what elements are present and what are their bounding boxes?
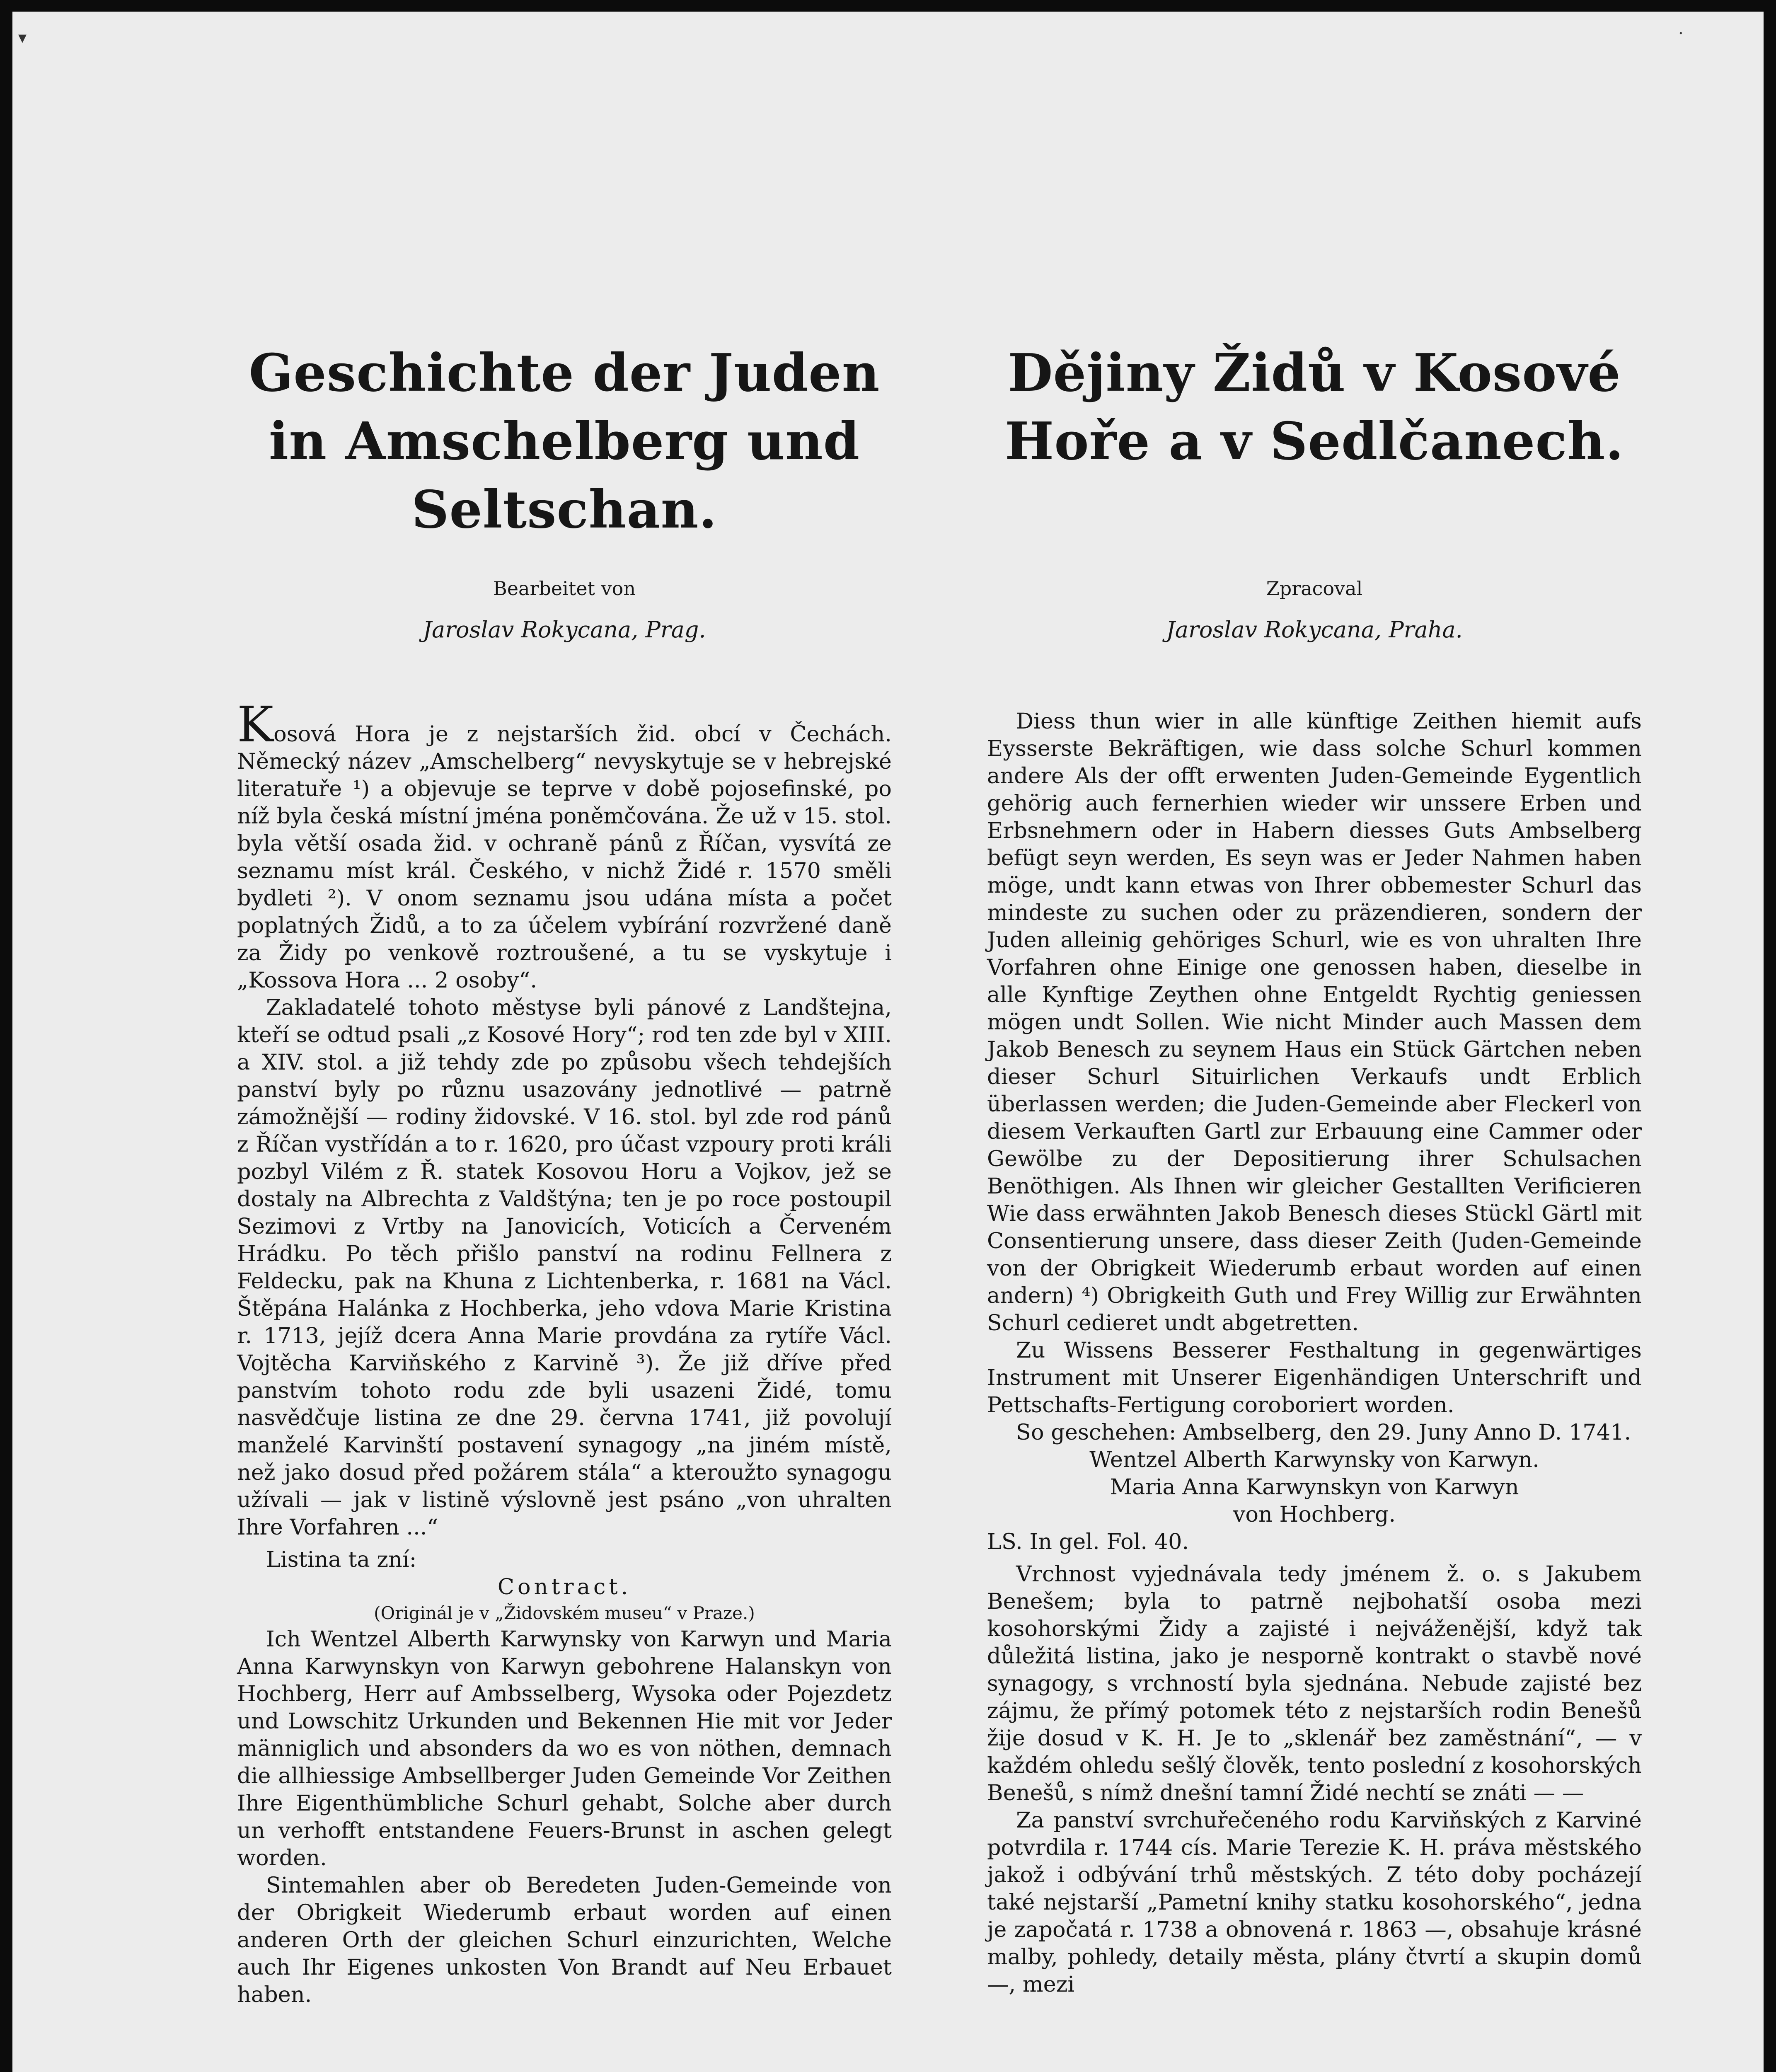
- document-page: [12, 12, 1764, 2072]
- right-paragraph: Za panství svrchuřečeného rodu Karviňských z Karviné potvrdila r. 1744 cís. Marie Terezie K. H. práva městského jakož i odbývání trhů městských. Z této doby pocházejí také nejstarší „Pametní knihy statku kosohorského“, jedna je započatá r. 1738 a obnovená r. 1863 —, obsahuje krásné malby, pohledy, detaily města, plány čtvrtí a skupin domů —, mezi: [987, 1808, 1642, 1997]
- right-author: Jaroslav Rokycana, Praha.: [1166, 617, 1463, 643]
- right-paragraph: Diess thun wier in alle künftige Zeithen hiemit aufs Eysserste Bekräftigen, wie dass solche Schurl kommen andere Als der offt erwenten Juden-Gemeinde Eygentlich gehörig auch fernerhien wieder wir unssere Erben und Erbsnehmern oder in Habern diesses Guts Ambselberg befügt seyn werden, Es seyn was er Jeder Nahmen haben möge, undt kann etwas von Ihrer obbemester Schurl das mindeste zu suchen oder zu präzendieren, sondern der Juden alleinig gehöriges Schurl, wie es von uhralten Ihre Vorfahren ohne Einige one genossen haben, dieselbe in alle Kynftige Zeythen ohne Entgeldt Rychtig geniessen mögen undt Sollen. Wie nicht Minder auch Massen dem Jakob Benesch zu seynem Haus ein Stück Gärtchen neben dieser Schurl Situirlichen Verkaufs undt Erblich überlassen werden; die Juden-Gemeinde aber Fleckerl von diesem Verkauften Gartl zur Erbauung eine Cammer oder Gewölbe zu der Depositierung ihrer Schulsachen Benöthigen. Als Ihnen wir gleicher Gestallten Verificieren Wie dass erwähnten Jakob Benesch dieses Stückl Gärtl mit Consentierung unsere, dass dieser Zeith (Juden-Gemeinde von der Obrigkeit Wiederumb erbaut worden auf einen andern) ⁴) Obrigkeith Guth und Frey Willig zur Erwähnten Schurl cedieret undt abgetretten.: [987, 709, 1642, 1336]
- drop-cap: K: [237, 696, 274, 753]
- signature-line: Maria Anna Karwynskyn von Karwyn: [1110, 1474, 1519, 1500]
- seal-note: LS. In gel. Fol. 40.: [987, 1529, 1189, 1554]
- right-paragraph: Zu Wissens Besserer Festhaltung in gegenwärtiges Instrument mit Unserer Eigenhändigen Unterschrift und Pettschafts-Fertigung coroboriert worden.: [987, 1338, 1642, 1418]
- right-body-text: [987, 708, 1642, 1998]
- scan-mark: ▾: [18, 28, 27, 47]
- left-paragraph: Zakladatelé tohoto městyse byli pánové z Landštejna, kteří se odtud psali „z Kosové Hory“; rod ten zde byl v XIII. a XIV. stol. a již tehdy zde po způsobu všech tehdejších panství byly po různu usazovány jednotlivé — patrně zámožnější — rodiny židovské. V 16. stol. byl zde rod pánů z Říčan vystřídán a to r. 1620, pro účast vzpoury proti králi pozbyl Vilém z Ř. statek Kosovou Horu a Vojkov, jež se dostaly na Albrechta z Valdštýna; ten je po roce postoupil Sezimovi z Vrtby na Janovicích, Voticích a Červeném Hrádku. Po těch přišlo panství na rodinu Fellnera z Feldecku, pak na Khuna z Lichtenberka, r. 1681 na Václ. Štěpána Halánka z Hochberka, jeho vdova Marie Kristina r. 1713, jejíž dcera Anna Marie provdána za rytíře Václ. Vojtěcha Karviňského z Karvině ³). Že již dříve před panstvím tohoto rodu zde byli usazeni Židé, tomu nasvědčuje listina ze dne 29. června 1741, již povolují manželé Karvinští postavení synagogy „na jiném místě, než jako dosud před požárem stála“ a kteroužto synagogu užívali — jak v listině výslovně jest psáno „von uhralten Ihre Vorfahren ...“: [237, 995, 892, 1540]
- left-body-text: [237, 696, 892, 2009]
- right-paragraph: Vrchnost vyjednávala tedy jménem ž. o. s Jakubem Benešem; byla to patrně nejbohatší osoba mezi kosohorskými Židy a zajisté i nejváženější, když tak důležitá listina, jako je nesporně kontrakt o stavbě nové synagogy, s vrchností byla sjednána. Nebude zajisté bez zájmu, že přímý potomek této z nejstarších rodin Benešů žije dosud v K. H. Je to „sklenář bez zaměstnání“, — v každém ohledu sešlý člověk, tento poslední z kosohorských Benešů, s nímž dnešní tamní Židé nechtí se znáti — —: [987, 1561, 1642, 1806]
- left-paragraph: Listina ta zní:: [266, 1547, 417, 1572]
- right-paragraph: So geschehen: Ambselberg, den 29. Juny Anno D. 1741.: [1016, 1420, 1631, 1445]
- left-byline: Bearbeitet von: [493, 577, 636, 600]
- left-paragraph: Kosová Hora je z nejstarších žid. obcí v Čechách. Německý název „Amschelberg“ nevyskytuje se v hebrejské literatuře ¹) a objevuje se teprve v době pojosefinské, po níž byla česká místní jména poněmčována. Že už v 15. stol. byla větší osada žid. v ochraně pánů z Říčan, vysvítá ze seznamu míst král. Českého, v nichž Židé r. 1570 směli bydleti ²). V onom seznamu jsou udána místa a počet poplatných Židů, a to za účelem vybírání rozvržené daně za Židy po venkově roztroušené, a tu se vyskytuje i „Kossova Hora ... 2 osoby“.: [237, 696, 892, 993]
- left-paragraph: Sintemahlen aber ob Beredeten Juden-Gemeinde von der Obrigkeit Wiederumb erbaut worden auf einen anderen Orth der gleichen Schurl einzurichten, Welche auch Ihr Eigenes unkosten Von Brandt auf Neu Erbauet haben.: [237, 1873, 892, 2007]
- left-author: Jaroslav Rokycana, Prag.: [423, 617, 706, 643]
- german-title: Geschichte der Juden in Amschelberg und Seltschan.: [249, 343, 880, 540]
- scan-mark: ·: [1678, 24, 1684, 43]
- contract-heading: Contract.: [497, 1574, 632, 1600]
- signature-line: von Hochberg.: [1233, 1502, 1396, 1527]
- czech-title: Dějiny Židů v Kosové Hoře a v Sedlčanech.: [1005, 343, 1624, 472]
- contract-note: (Originál je v „Židovském museu“ v Praze.): [374, 1603, 755, 1623]
- right-byline: Zpracoval: [1266, 577, 1363, 600]
- signature-line: Wentzel Alberth Karwynsky von Karwyn.: [1089, 1447, 1539, 1472]
- left-paragraph: Ich Wentzel Alberth Karwynsky von Karwyn und Maria Anna Karwynskyn von Karwyn gebohrene Halanskyn von Hochberg, Herr auf Ambsselberg, Wysoka oder Pojezdetz und Lowschitz Urkunden und Bekennen Hie mit vor Jeder männiglich und absonders da wo es von nöthen, demnach die allhiessige Ambsellberger Juden Gemeinde Vor Zeithen Ihre Eigenthümbliche Schurl gehabt, Solche aber durch un verhofft entstandene Feuers-Brunst in aschen gelegt worden.: [237, 1627, 892, 1871]
